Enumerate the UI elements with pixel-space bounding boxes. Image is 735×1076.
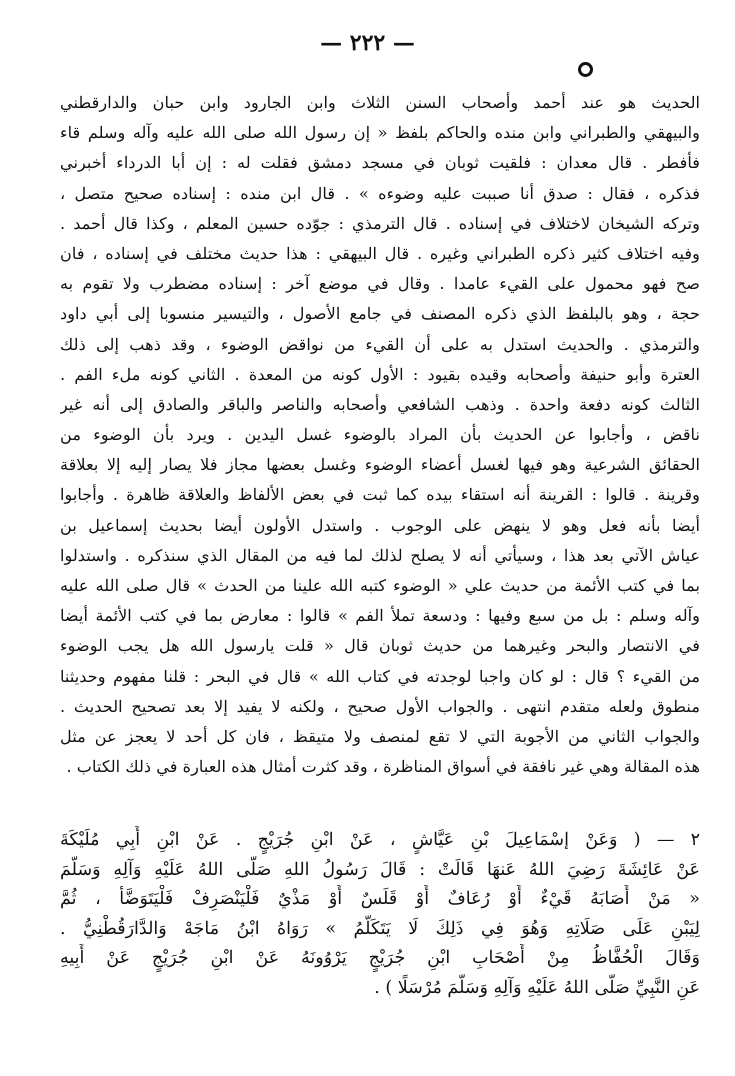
commentary-line: فذكره ، فقال : صدق أنا صببت عليه وضوءه » . قال ابن منده : إسناده صحيح متصل ، bbox=[60, 183, 700, 203]
hadith-line: لِيَبْنِ عَلَى صَلَاتِهِ وَهُوَ فِي ذَلِكَ لَا يَتَكَلَّمُ » رَوَاهُ ابْنُ مَاجَهْ وَالدَّارَقُطْنِيُّ . bbox=[60, 918, 700, 939]
commentary-line: والبيهقي والطبراني وابن منده والحاكم بلفظ « إن رسول الله صلى الله عليه وآله وسلم قاء bbox=[60, 123, 700, 143]
commentary-line: بما في كتب الأئمة من حديث علي « الوضوء كتبه الله علينا من الحدث » قال صلى الله عليه bbox=[60, 576, 700, 595]
commentary-line: وفيه اختلاف كثير ذكره الطبراني وغيره . قال البيهقي : هذا حديث مختلف في إسناده ، فان bbox=[60, 243, 700, 263]
page-ring-mark bbox=[578, 62, 593, 77]
commentary-line: الحديث هو عند أحمد وأصحاب السنن الثلاث وابن الجارود وابن حبان والدارقطني bbox=[60, 93, 700, 112]
commentary-line: وقرينة . قالوا : القرينة أنه استقاء بيده كما ثبت في بعض الألفاظ والعلاقة ظاهرة . وأجابوا bbox=[60, 485, 700, 505]
commentary-line: عياش الآتي بعد هذا ، وسيأتي أنه لا يصلح لذلك لما فيه من المقال الذي سنذكره . واستدلوا bbox=[60, 545, 700, 565]
commentary-line: وآله وسلم : بل من سبع وفيها : ودسعة تملأ الفم » قالوا : معارض بما في كتب الأئمة أيضا bbox=[60, 606, 700, 626]
commentary-line: صح فهو محمول على القيء عامدا . وقال في موضع آخر : إسناده مضطرب ولا تقوم به bbox=[60, 274, 700, 294]
commentary-line: ناقض ، وأجابوا عن الحديث بأن المراد بالوضوء غسل اليدين . ويرد بأن الوضوء من bbox=[60, 425, 700, 445]
commentary-line: والترمذي . والحديث استدل به على أن القيء من نواقض الوضوء ، وقد ذهب إلى ذلك bbox=[60, 334, 700, 354]
commentary-line: وتركه الشيخان لاختلاف في إسناده . قال الترمذي : جوّده حسين المعلم ، وكذا قال أحمد . bbox=[60, 213, 700, 233]
commentary-line: من القيء ؟ قال : لو كان واجبا لوجدته في كتاب الله » قال في البحر : قلنا مفهوم وحديثنا bbox=[60, 666, 700, 686]
commentary-line: العترة وأبو حنيفة وأصحابه وقيده بقيود : الأول كونه من المعدة . الثاني كونه ملء الفم . bbox=[60, 364, 700, 384]
commentary-line: الثالث كونه دفعة واحدة . وذهب الشافعي وأصحابه والناصر والباقر والصادق إلى أنه غير bbox=[60, 394, 700, 414]
commentary-line: هذه المقالة وهي غير نافقة في أسواق المناظرة ، وقد كثرت أمثال هذه العبارة في ذلك الكتاب . bbox=[66, 757, 700, 777]
hadith-line: عَنِ النَّبِيِّ صَلَّى اللهُ عَلَيْهِ وَآلِهِ وَسَلَّمَ مُرْسَلًا ) . bbox=[374, 977, 700, 998]
commentary-line: فأفطر . قال معدان : فلقيت ثوبان في مسجد دمشق فقلت له : إن أبا الدرداء أخبرني bbox=[60, 153, 700, 173]
commentary-line: حجة ، وهو بالبلفظ الذي ذكره المصنف في جامع الأصول ، والتيسير منسوبا إلى أبي داود bbox=[60, 304, 700, 324]
commentary-line: منطوق ولعله متقدم انتهى . والجواب الأول صحيح ، ولكنه لا يفيد إلا بعد تصحيح الحديث . bbox=[60, 696, 700, 716]
commentary-line: في الانتصار والبحر وغيرهما من حديث ثوبان قال « قلت يارسول الله هل يجب الوضوء bbox=[60, 636, 700, 656]
hadith-line: ٢ — ( وَعَنْ إسْمَاعِيلَ بْنِ عَيَّاشٍ ، عَنْ ابْنِ جُرَيْجٍ . عَنْ ابْنِ أَبِي مُلَيْكَةَ bbox=[60, 830, 700, 850]
hadith-line: « مَنْ أَصَابَهُ قَيْءٌ أَوْ رُعَافٌ أَوْ قَلَسٌ أَوْ مَذْيٌ فَلْيَنْصَرِفْ فَلْيَتَوَضَّأْ ، ثُمَّ bbox=[60, 889, 700, 909]
commentary-text bbox=[60, 88, 700, 782]
commentary-line: الحقائق الشرعية وهو فيها لغسل أعضاء الوضوء وغسل بعضها مجاز فلا يصار إليه إلا بعلاقة bbox=[60, 455, 700, 475]
page-number: — ٢٢٢ — bbox=[320, 30, 415, 56]
commentary-line: أيضا بأنه فعل وهو لا ينهض على الوجوب . واستدل الأولون أيضا بحديث إسماعيل بن bbox=[60, 515, 700, 535]
hadith-line: وَقَالَ الْحُفَّاظُ مِنْ أَصْحَابِ ابْنِ جُرَيْجٍ يَرْوُونَهُ عَنْ ابْنِ جُرَيْجٍ عَنْ أَبِيهِ bbox=[60, 948, 700, 968]
commentary-line: والجواب الثاني من الأجوبة التي لا تقع لمنصف ولا متيقظ ، فان كل أحد لا يعجز عن مثل bbox=[60, 726, 700, 746]
hadith-text bbox=[60, 826, 700, 1003]
hadith-line: عَنْ عَائِشَةَ رَضِيَ اللهُ عَنهَا قَالَتْ : قَالَ رَسُولُ اللهِ صَلَّى اللهُ عَلَيْهِ وَآلِهِ وَسَلَّمَ bbox=[60, 859, 700, 880]
